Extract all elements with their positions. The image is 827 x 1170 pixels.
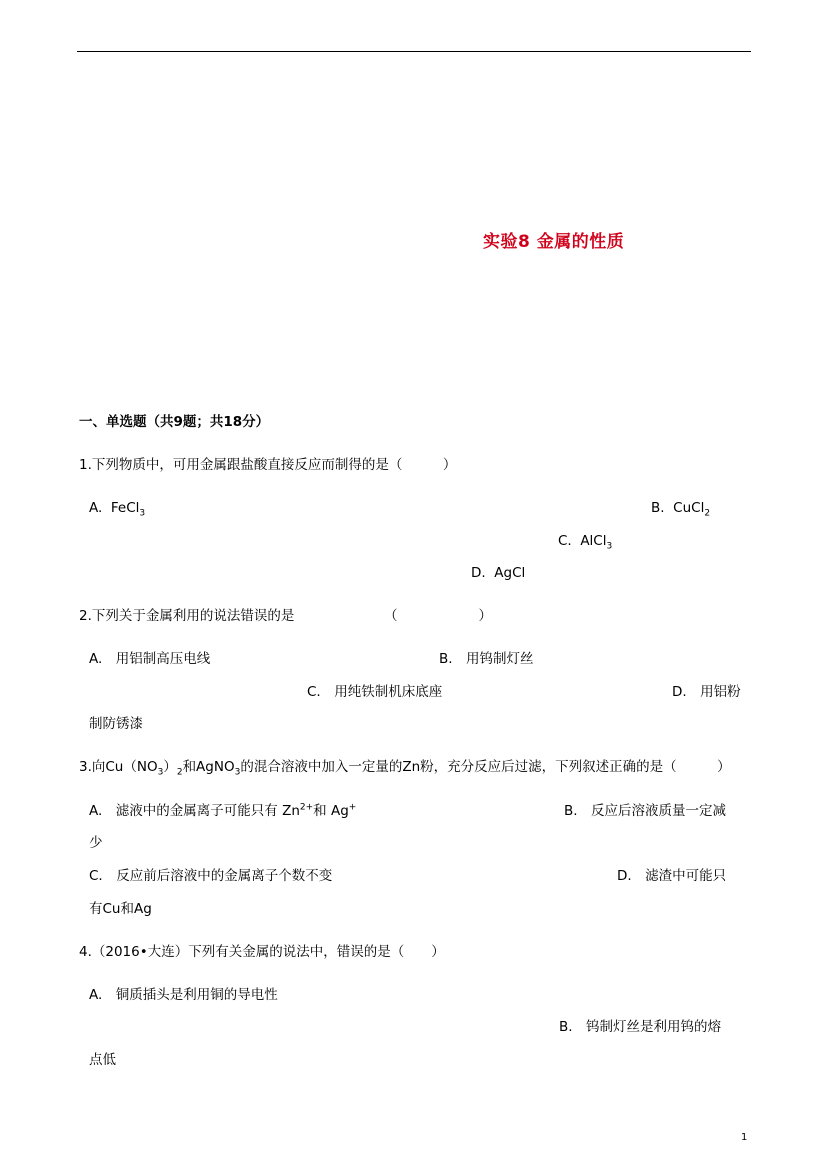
q1-option-a	[89, 500, 146, 519]
q2-option-d-continued: 制防锈漆	[89, 716, 143, 732]
q3-option-d-continued: 有Cu和Ag	[89, 901, 152, 917]
question-1-stem: 1.下列物质中，可用金属跟盐酸直接反应而制得的是（ ）	[79, 457, 457, 473]
formula: AgCl	[494, 565, 526, 581]
option-text: 和 Ag	[313, 803, 349, 819]
q2-option-c: C. 用纯铁制机床底座	[307, 684, 443, 700]
q3-option-b: B. 反应后溶液质量一定减	[564, 803, 727, 819]
q3-option-b-continued: 少	[89, 835, 103, 851]
subscript: 2	[176, 767, 183, 778]
stem-text: ）	[163, 759, 177, 775]
subscript: 2	[704, 508, 711, 519]
q4-option-a: A. 铜质插头是利用铜的导电性	[89, 987, 278, 1003]
stem-text: 的混合溶液中加入一定量的Zn粉，充分反应后过滤，下列叙述正确的是（ ）	[240, 759, 731, 775]
header-rule	[77, 51, 751, 52]
q2-option-b: B. 用钨制灯丝	[439, 651, 534, 667]
formula: FeCl	[110, 500, 140, 516]
subscript: 3	[139, 508, 146, 519]
option-text: A. 滤液中的金属离子可能只有 Zn	[89, 803, 300, 819]
subscript: 3	[157, 767, 164, 778]
q1-option-d	[471, 565, 525, 581]
stem-text: 3.向Cu（NO	[79, 759, 158, 775]
subscript: 3	[234, 767, 241, 778]
option-letter: C.	[558, 533, 572, 549]
question-3-stem	[79, 759, 731, 778]
q4-option-b-continued: 点低	[89, 1052, 116, 1068]
q3-option-a	[89, 803, 356, 819]
q2-option-a: A. 用铝制高压电线	[89, 651, 211, 667]
q4-option-b: B. 钨制灯丝是利用钨的熔	[559, 1019, 722, 1035]
subscript: 3	[606, 541, 613, 552]
option-letter: B.	[651, 500, 665, 516]
formula: AlCl	[580, 533, 607, 549]
question-2-answer-blank: （ ）	[384, 608, 492, 624]
option-letter: D.	[471, 565, 486, 581]
document-title: 实验8 金属的性质	[483, 232, 625, 252]
q1-option-c	[558, 533, 613, 552]
q1-option-b	[651, 500, 711, 519]
page-number: 1	[741, 1132, 748, 1143]
q3-option-d: D. 滤渣中可能只	[617, 868, 727, 884]
stem-text: 和AgNO	[182, 759, 235, 775]
formula: CuCl	[673, 500, 705, 516]
question-4-stem: 4.（2016•大连）下列有关金属的说法中，错误的是（ ）	[79, 944, 445, 960]
q2-option-d: D. 用铝粉	[672, 684, 741, 700]
section-heading: 一、单选题（共9题；共18分）	[79, 414, 270, 430]
question-2-stem: 2.下列关于金属利用的说法错误的是	[79, 608, 295, 624]
q3-option-c: C. 反应前后溶液中的金属离子个数不变	[89, 868, 333, 884]
option-letter: A.	[89, 500, 103, 516]
superscript: 2+	[299, 802, 314, 813]
superscript: +	[348, 802, 357, 813]
